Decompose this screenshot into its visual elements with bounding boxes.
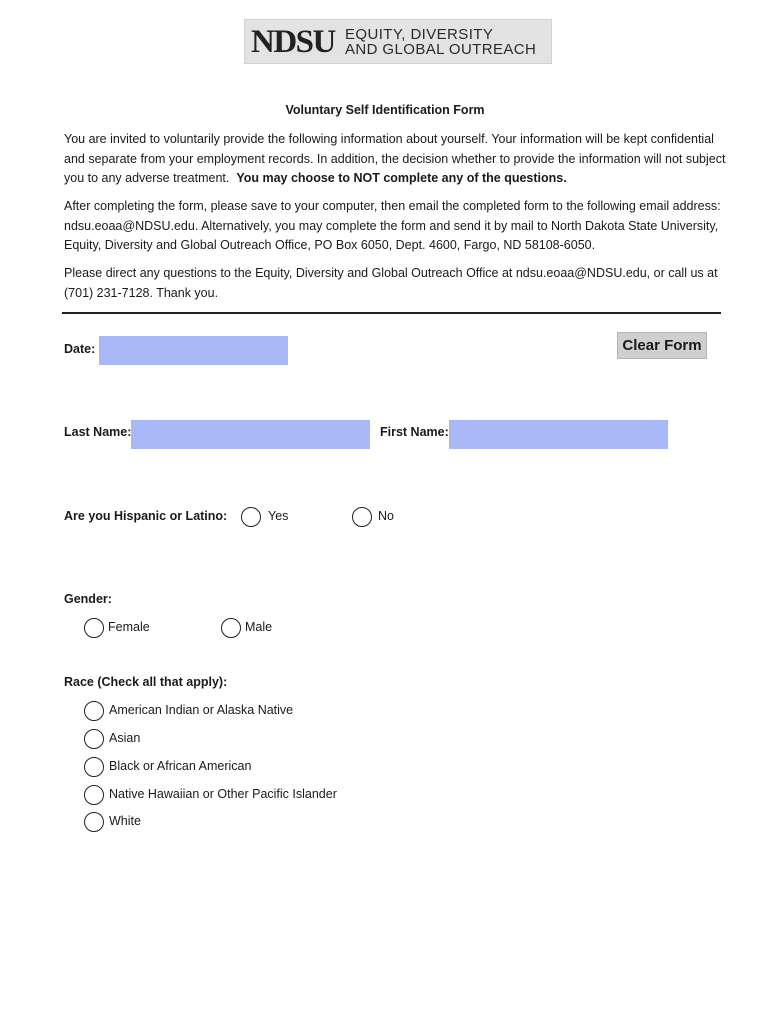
hispanic-yes-label: Yes xyxy=(268,509,289,523)
gender-female-radio[interactable] xyxy=(84,618,104,638)
gender-male-label: Male xyxy=(245,620,273,634)
clear-form-button[interactable]: Clear Form xyxy=(617,332,707,359)
race-american-indian-label: American Indian or Alaska Native xyxy=(109,703,294,717)
race-pacific-islander-label: Native Hawaiian or Other Pacific Islander xyxy=(109,787,337,801)
intro-text: You are invited to voluntarily provide the following information about yourself. Your information will be kept confidential and separate from your employment records. In addition, the decision whether to provide the information will not subject you to any adverse treatment. xyxy=(64,132,726,185)
section-divider xyxy=(62,312,721,314)
intro-bold-text: You may choose to NOT complete any of the questions. xyxy=(236,171,567,185)
hispanic-yes-radio[interactable] xyxy=(241,507,261,527)
logo-subtitle-line1: EQUITY, DIVERSITY xyxy=(345,26,494,43)
gender-label: Gender: xyxy=(64,592,112,606)
logo-subtitle-line2: AND GLOBAL OUTREACH xyxy=(345,41,537,58)
first-name-input[interactable] xyxy=(449,420,668,449)
date-label: Date: xyxy=(64,342,96,356)
race-asian-checkbox[interactable] xyxy=(84,729,104,749)
race-label: Race (Check all that apply): xyxy=(64,675,228,689)
hispanic-label: Are you Hispanic or Latino: xyxy=(64,509,228,523)
race-asian-label: Asian xyxy=(109,731,141,745)
race-white-checkbox[interactable] xyxy=(84,812,104,832)
date-input[interactable] xyxy=(99,336,288,365)
intro-paragraph xyxy=(64,130,734,189)
race-black-checkbox[interactable] xyxy=(84,757,104,777)
race-black-label: Black or African American xyxy=(109,759,252,773)
contact-paragraph: Please direct any questions to the Equity, Diversity and Global Outreach Office at ndsu.eoaa@NDSU.edu, or call us at (701) 231-7128. Thank you. xyxy=(64,266,718,300)
race-white-label: White xyxy=(109,814,141,828)
gender-male-radio[interactable] xyxy=(221,618,241,638)
first-name-label: First Name: xyxy=(380,425,449,439)
gender-female-label: Female xyxy=(108,620,150,634)
hispanic-no-radio[interactable] xyxy=(352,507,372,527)
hispanic-no-label: No xyxy=(378,509,394,523)
form-title: Voluntary Self Identification Form xyxy=(285,103,485,117)
ndsu-logo xyxy=(244,19,552,64)
last-name-label: Last Name: xyxy=(64,425,132,439)
instructions-paragraph: After completing the form, please save to your computer, then email the completed form to the following email address: ndsu.eoaa@NDSU.edu. Alternatively, you may complete the form and send it by mail to North Dakota State University, Equity, Diversity and Global Outreach Office, PO Box 6050, Dept. 4600, Fargo, ND 58108-6050. xyxy=(64,199,721,252)
race-american-indian-checkbox[interactable] xyxy=(84,701,104,721)
logo-wordmark: NDSU xyxy=(251,24,335,60)
race-pacific-islander-checkbox[interactable] xyxy=(84,785,104,805)
last-name-input[interactable] xyxy=(131,420,370,449)
